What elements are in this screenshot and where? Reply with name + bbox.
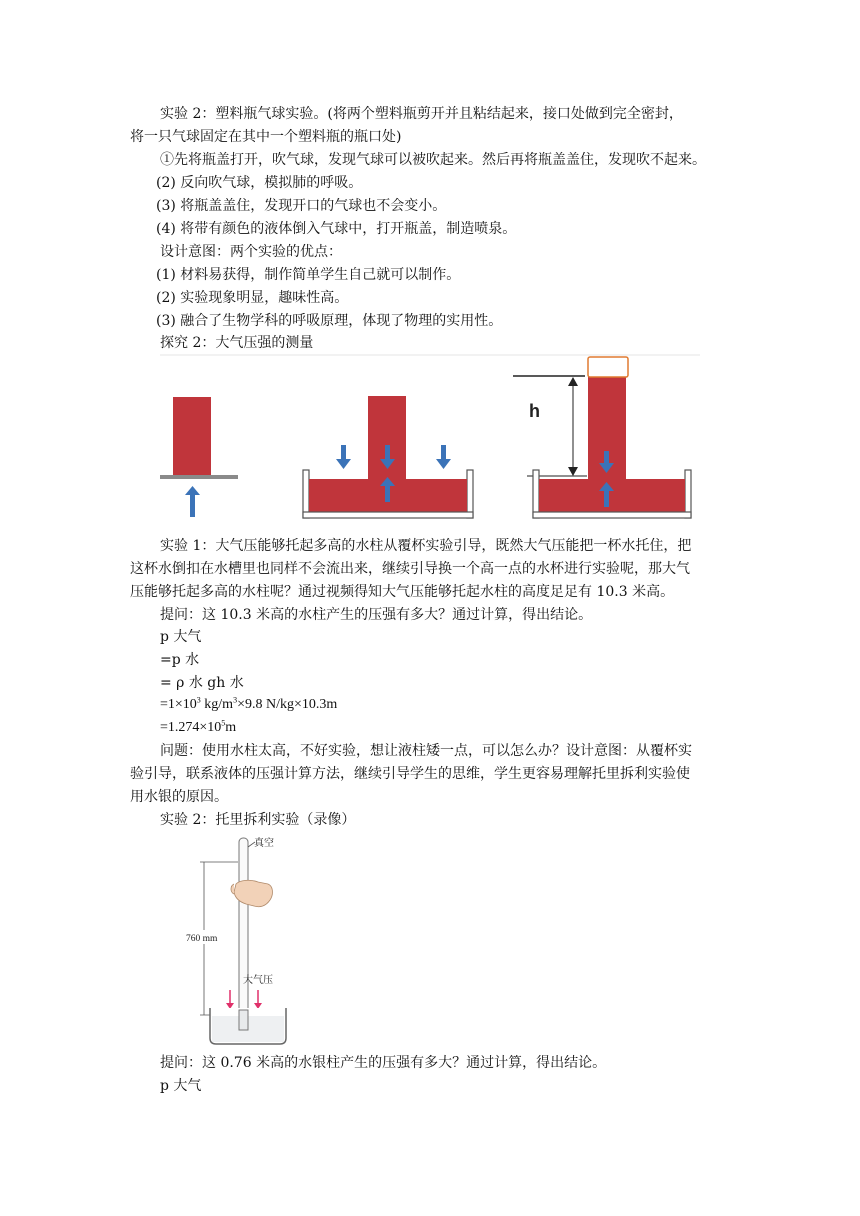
- text-line: 实验 2：塑料瓶气球实验。(将两个塑料瓶剪开并且粘结起来，接口处做到完全密封，: [160, 106, 683, 122]
- text-line: 压能够托起多高的水柱呢？通过视频得知大气压能够托起水柱的高度足足有 10.3 米高。: [130, 584, 675, 600]
- formula-line: = ρ 水 gh 水: [160, 675, 244, 691]
- trough-bottom: [533, 512, 691, 518]
- height-arrow-top-icon: [568, 377, 578, 386]
- trough-wall: [685, 470, 691, 518]
- cover-plate: [160, 475, 238, 479]
- text-line: (3) 将瓶盖盖住，发现开口的气球也不会变小。: [156, 198, 447, 214]
- formula-line: $=1.274\times 10^5m$: [160, 718, 237, 735]
- text-line: 将一只气球固定在其中一个塑料瓶的瓶口处): [130, 129, 402, 145]
- down-arrow-shaft: [341, 445, 346, 459]
- text-line: 验引导，联系液体的压强计算方法，继续引导学生的思维，学生更容易理解托里拆利实验使: [130, 766, 690, 782]
- text-line: 提问：这 10.3 米高的水柱产生的压强有多大？通过计算，得出结论。: [160, 607, 593, 623]
- up-arrow-shaft: [385, 486, 390, 502]
- text-line: 实验 2：托里拆利实验（录像）: [160, 812, 356, 828]
- height-label: h: [529, 401, 540, 421]
- glass-tube-bottom: [239, 1010, 248, 1030]
- glass-tube: [239, 838, 248, 1028]
- text-line: (2) 实验现象明显，趣味性高。: [156, 290, 349, 306]
- down-arrow-shaft: [385, 445, 390, 459]
- text-line: (2) 反向吹气球，模拟肺的呼吸。: [156, 175, 363, 191]
- water-cup: [173, 397, 211, 475]
- dimension-label: 760 mm: [186, 934, 218, 944]
- up-arrow-shaft: [604, 491, 609, 507]
- hand-finger: [231, 884, 234, 894]
- trough-wall: [467, 470, 473, 518]
- pressure-label: 大气压: [243, 975, 273, 986]
- down-arrow-shaft: [604, 451, 609, 463]
- water-column-figure: [155, 353, 700, 523]
- height-arrow-bottom-icon: [568, 467, 578, 476]
- text-line: 问题：使用水柱太高，不好实验，想让液柱矮一点，可以怎么办？设计意图：从覆杯实: [160, 743, 692, 759]
- column-cap: [588, 357, 628, 377]
- trough-bottom: [303, 512, 473, 518]
- text-line: (4) 将带有颜色的液体倒入气球中，打开瓶盖，制造喷泉。: [156, 221, 517, 237]
- formula-line: p 大气: [160, 629, 202, 645]
- text-line: 用水银的原因。: [130, 789, 228, 805]
- text-line: 设计意图：两个实验的优点：: [160, 244, 342, 260]
- torricelli-figure: [180, 832, 310, 1050]
- vacuum-label: 真空: [254, 838, 274, 849]
- section-heading: 探究 2：大气压强的测量: [160, 335, 314, 351]
- trough-wall: [533, 470, 539, 518]
- text-line: 这杯水倒扣在水槽里也同样不会流出来，继续引导换一个高一点的水杯进行实验呢，那大气: [130, 561, 690, 577]
- down-arrow-shaft: [441, 445, 446, 459]
- trough-wall: [303, 470, 309, 518]
- text-line: (1) 材料易获得，制作简单学生自己就可以制作。: [156, 267, 461, 283]
- up-arrow-shaft: [190, 495, 195, 517]
- formula-line: $=1\times 10^3$ $kg/m^3\times 9.8$ N/kg×10.3m: [160, 695, 338, 712]
- formula-line: =p 水: [160, 652, 200, 668]
- up-arrow-icon: [185, 486, 200, 495]
- text-line: 实验 1：大气压能够托起多高的水柱从覆杯实验引导，既然大气压能把一杯水托住，把: [160, 538, 692, 554]
- text-line: ①先将瓶盖打开，吹气球，发现气球可以被吹起来。然后再将瓶盖盖住，发现吹不起来。: [160, 152, 706, 168]
- down-arrow-icon: [436, 459, 451, 469]
- text-line: 提问：这 0.76 米高的水银柱产生的压强有多大？通过计算，得出结论。: [160, 1055, 607, 1071]
- trough-water: [539, 479, 685, 513]
- down-arrow-icon: [336, 459, 351, 469]
- formula-line: p 大气: [160, 1078, 202, 1094]
- text-line: (3) 融合了生物学科的呼吸原理，体现了物理的实用性。: [156, 313, 503, 329]
